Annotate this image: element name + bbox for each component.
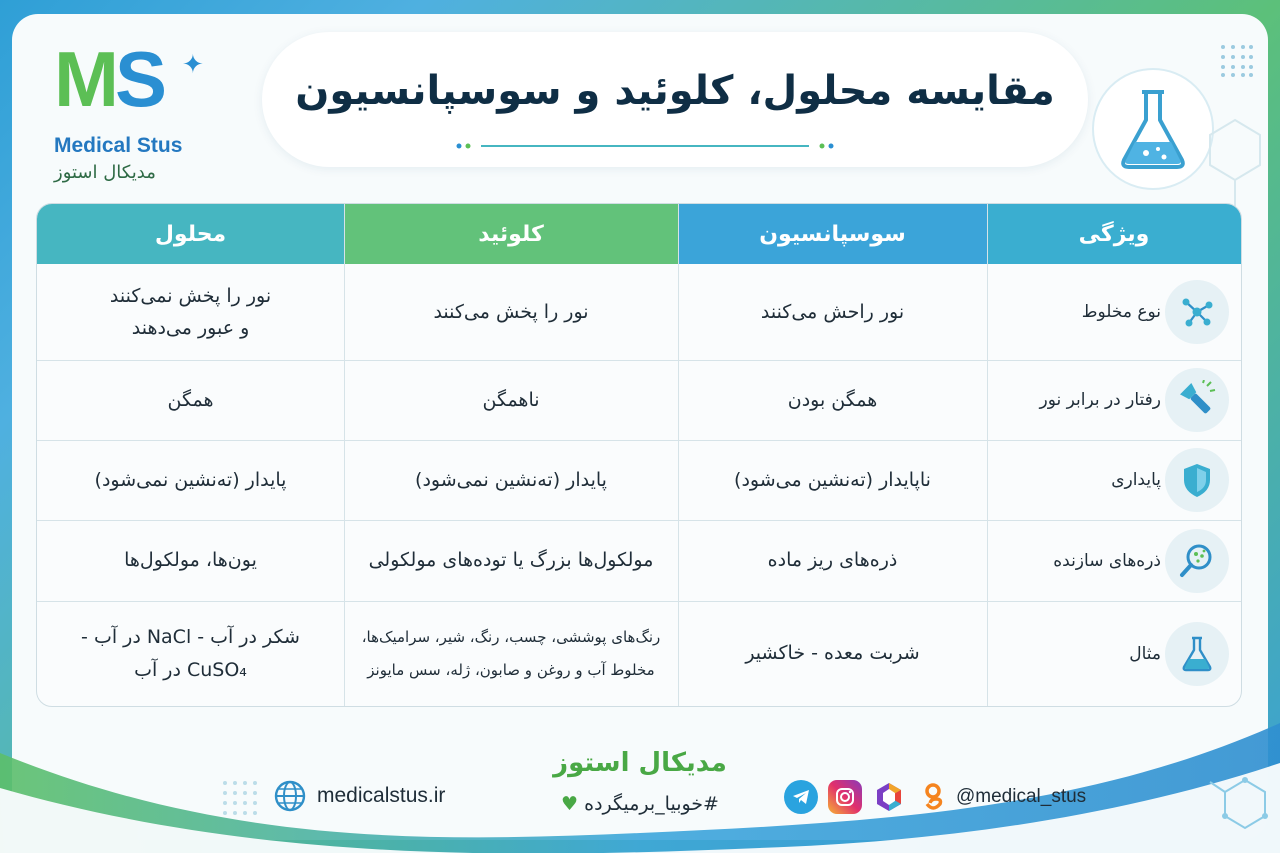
- header-solution: محلول: [37, 204, 344, 264]
- shield-icon: [1165, 448, 1229, 512]
- dot-grid-decoration: [222, 780, 258, 816]
- cell-suspension-row5: شربت معده - خاکشیر: [745, 642, 920, 665]
- comparison-table: [36, 203, 1242, 707]
- cell-colloid-row2: ناهمگن: [482, 388, 540, 411]
- header-suspension: سوسپانسیون: [678, 204, 987, 264]
- instagram-icon[interactable]: [828, 780, 862, 814]
- cell-suspension-row1: نور راحش می‌کنند: [760, 300, 905, 323]
- feature-label: نوع مخلوط: [1081, 302, 1161, 322]
- heart-icon: ♥: [561, 793, 579, 815]
- feature-row5: [987, 601, 1241, 706]
- title-underline-decoration: [455, 140, 835, 152]
- cell-colloid-row1: نور را پخش می‌کنند: [433, 300, 589, 323]
- logo-mark: MS: [54, 35, 164, 123]
- cell-text: CuSO₄ در آب: [134, 658, 247, 681]
- footer-hashtag: [520, 793, 760, 815]
- feature-row3: [987, 440, 1241, 520]
- feature-row1: [987, 264, 1241, 360]
- cell-suspension-row4: ذره‌های ریز ماده: [767, 549, 898, 572]
- molecule-icon: [1165, 280, 1229, 344]
- cell-text: نور را پخش نمی‌کنند: [109, 284, 272, 307]
- cell-solution-row2: همگن: [167, 388, 214, 411]
- feature-row2: [987, 360, 1241, 440]
- cell-text: و عبور می‌دهند: [131, 317, 250, 339]
- cell-text: مخلوط آب و روغن و صابون، ژله، سس مایونز: [367, 660, 655, 679]
- cell-solution-row5: [37, 601, 344, 706]
- feature-label: رفتار در برابر نور: [1039, 390, 1161, 410]
- cell-colloid-row3: پایدار (ته‌نشین نمی‌شود): [415, 468, 607, 491]
- flask-icon: [1094, 70, 1212, 188]
- sparkle-icon: ✦: [182, 50, 204, 80]
- hashtag-text: #خوبیا_برمیگرده: [584, 793, 719, 815]
- dot-grid-decoration: [1220, 44, 1254, 78]
- cell-text: شکر در آب - NaCl در آب -: [81, 626, 300, 649]
- globe-icon: [273, 779, 307, 813]
- cell-colloid-row4: مولکول‌ها بزرگ یا توده‌های مولکولی: [368, 549, 654, 572]
- cell-suspension-row2: همگن بودن: [787, 388, 878, 411]
- logo-persian-name: مدیکال استوز: [54, 162, 156, 183]
- page-title: مقایسه محلول، کلوئید و سوسپانسیون: [295, 68, 1055, 114]
- footer-brand-name: مدیکال استوز: [553, 748, 727, 778]
- website-link[interactable]: [273, 778, 445, 814]
- cell-suspension-row3: ناپایدار (ته‌نشین می‌شود): [734, 468, 931, 491]
- cell-solution-row1: [37, 264, 344, 360]
- hexagon-molecule-decoration: [1205, 760, 1280, 850]
- cell-colloid-row5: [344, 601, 678, 706]
- social-links: [784, 780, 950, 814]
- rubika-icon[interactable]: [872, 780, 906, 814]
- feature-label: ذره‌های سازنده: [1053, 550, 1161, 571]
- website-url: medicalstus.ir: [317, 784, 446, 807]
- feature-row4: [987, 520, 1241, 601]
- magnifier-icon: [1165, 529, 1229, 593]
- social-handle: @medical_stus: [956, 786, 1087, 807]
- feature-label: پایداری: [1111, 470, 1161, 490]
- flashlight-icon: [1165, 368, 1229, 432]
- logo-english-name: Medical Stus: [54, 134, 183, 157]
- header-feature: ویژگی: [987, 204, 1241, 264]
- cell-solution-row3: پایدار (ته‌نشین نمی‌شود): [94, 468, 287, 491]
- cell-solution-row4: یون‌ها، مولکول‌ها: [124, 549, 257, 572]
- flask-icon: [1165, 622, 1229, 686]
- eitaa-icon[interactable]: [916, 780, 950, 814]
- cell-text: رنگ‌های پوششی، چسب، رنگ، شیر، سرامیک‌ها،: [361, 627, 661, 646]
- brand-logo: [42, 35, 212, 190]
- header-colloid: کلوئید: [344, 204, 678, 264]
- feature-label: مثال: [1129, 643, 1161, 664]
- flask-badge: [1092, 68, 1214, 190]
- telegram-icon[interactable]: [784, 780, 818, 814]
